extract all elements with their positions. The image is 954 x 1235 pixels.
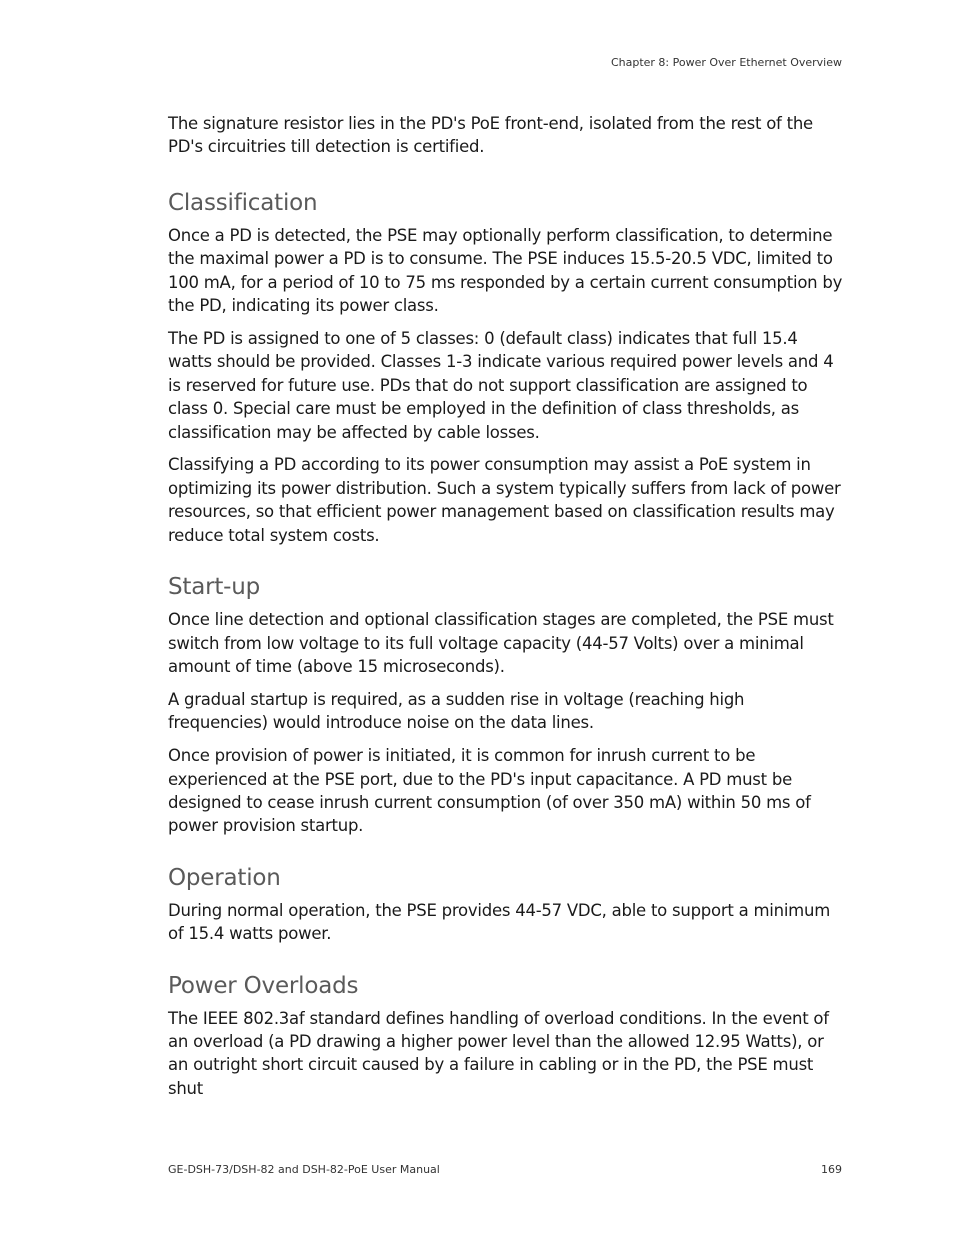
paragraph: The IEEE 802.3af standard defines handling of overload conditions. In the event of an overload (a PD drawing a higher power level than the allowed 12.95 Watts), or an outright short circuit caused by a failure in cabling or in the PD, the PSE must shut [168,1008,829,1098]
footer-manual-title: GE-DSH-73/DSH-82 and DSH-82-PoE User Manual [168,1163,440,1176]
section-start-up [168,573,844,838]
running-header: Chapter 8: Power Over Ethernet Overview [610,56,842,69]
section-heading: Operation [168,864,281,891]
paragraph: Classifying a PD according to its power consumption may assist a PoE system in optimizing its power distribution. Such a system typically suffers from lack of power resources, so that efficient power management based on classification results may reduce total system costs. [168,455,841,545]
section-heading: Power Overloads [168,972,359,999]
paragraph: A gradual startup is required, as a sudden rise in voltage (reaching high frequencies) would introduce noise on the data lines. [168,689,745,733]
paragraph: Once line detection and optional classification stages are completed, the PSE must switch from low voltage to its full voltage capacity (44-57 Volts) over a minimal amount of time (above 15 microseconds). [168,610,834,676]
paragraph: The PD is assigned to one of 5 classes: 0 (default class) indicates that full 15.4 watts should be provided. Classes 1-3 indicate various required power levels and 4 is reserved for future use. PDs that do not support classification are assigned to class 0. Special care must be employed in the definition of class thresholds, as classification may be affected by cable losses. [168,328,834,442]
paragraph: During normal operation, the PSE provides 44-57 VDC, able to support a minimum of 15.4 watts power. [168,900,831,944]
page-content [168,112,844,1110]
footer-page-number: 169 [821,1163,842,1176]
intro-paragraph: The signature resistor lies in the PD's PoE front-end, isolated from the rest of the PD's circuitries till detection is certified. [168,114,813,157]
paragraph: Once provision of power is initiated, it is common for inrush current to be experienced at the PSE port, due to the PD's input capacitance. A PD must be designed to cease inrush current consumption (of over 350 mA) within 50 ms of power provision startup. [168,746,811,836]
section-heading: Classification [168,189,318,216]
paragraph: Once a PD is detected, the PSE may optionally perform classification, to determine the maximal power a PD is to consume. The PSE induces 15.5-20.5 VDC, limited to 100 mA, for a period of 10 to 75 ms responded by a certain current consumption by the PD, indicating its power class. [168,225,843,316]
section-heading: Start-up [168,574,261,601]
section-power-overloads [168,972,844,1101]
section-classification [168,189,844,547]
section-operation [168,864,844,946]
